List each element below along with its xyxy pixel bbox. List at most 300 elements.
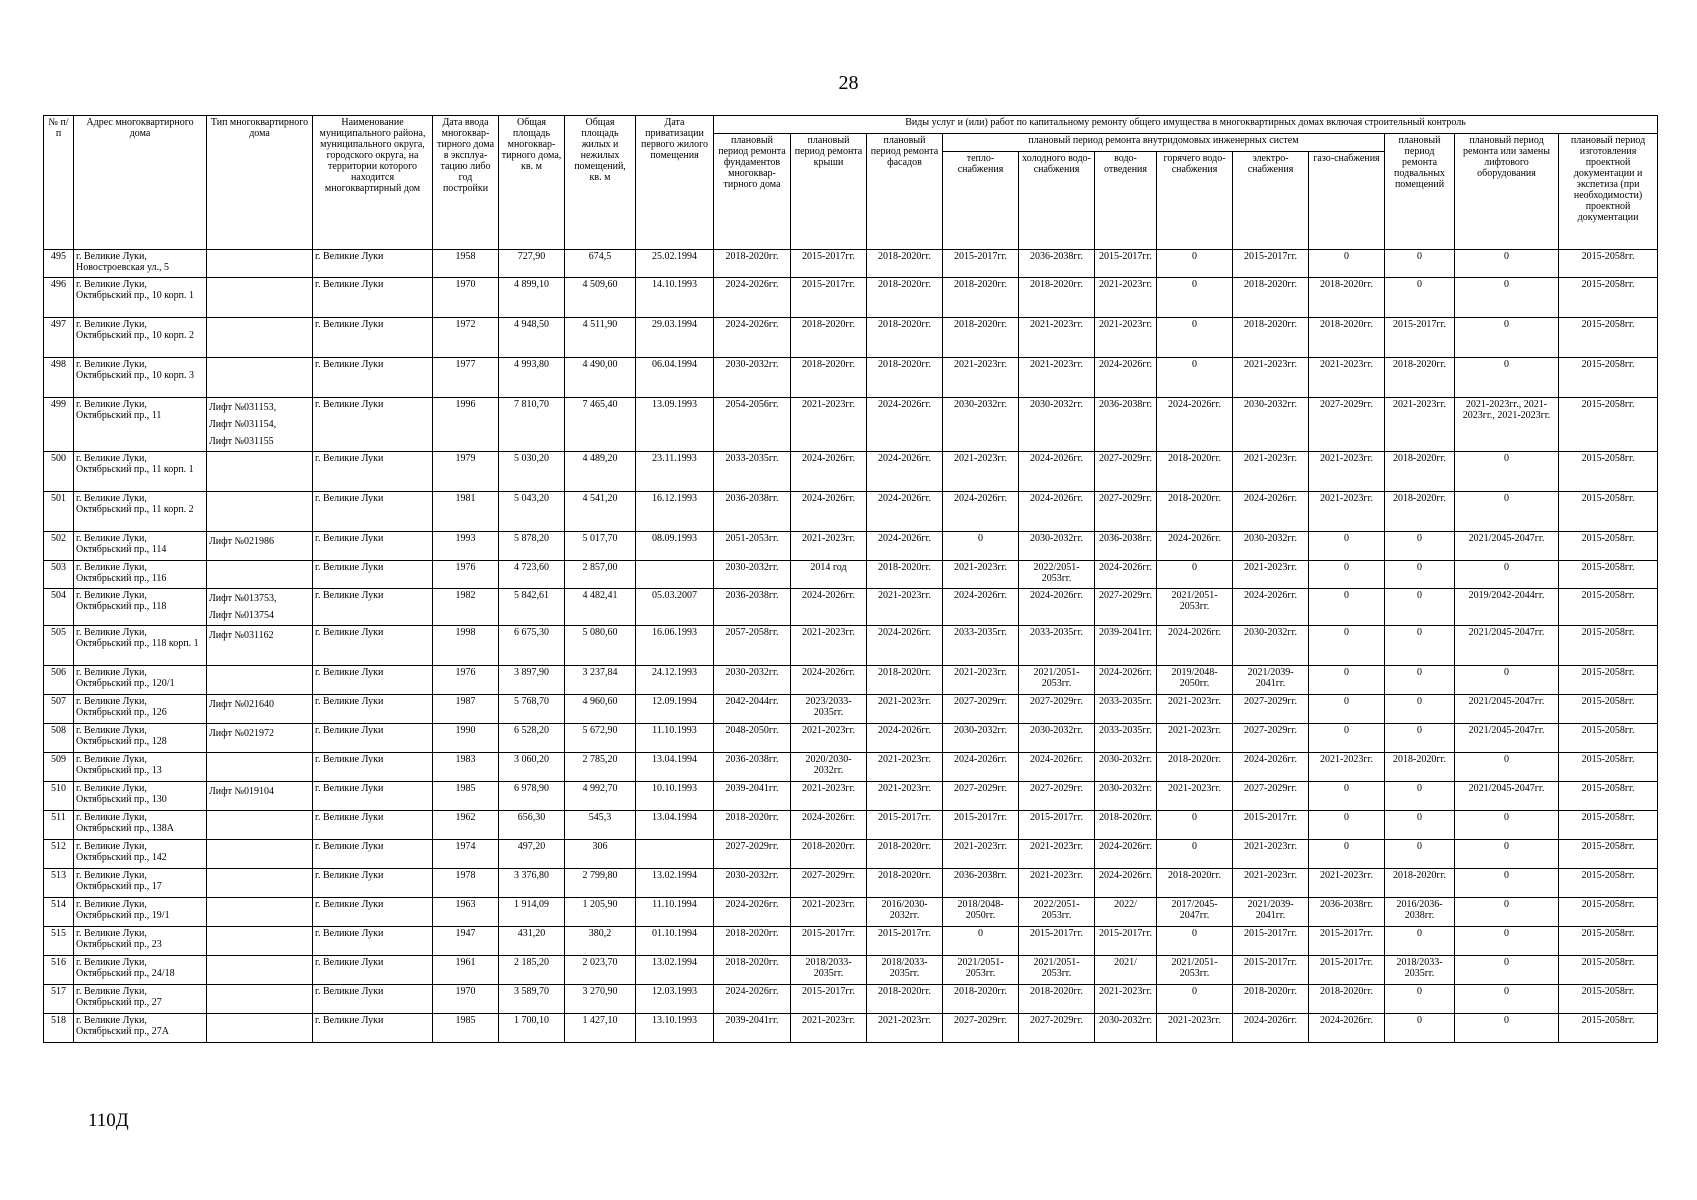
row-sewer: 2027-2029гг.: [1095, 452, 1157, 492]
row-design: 2015-2058гг.: [1559, 695, 1658, 724]
row-district: г. Великие Луки: [313, 695, 433, 724]
row-house-type: [207, 753, 313, 782]
row-privatization-date: 13.10.1993: [636, 1014, 714, 1043]
row-address: г. Великие Луки, Октябрьский пр., 114: [74, 532, 207, 561]
row-design: 2015-2058гг.: [1559, 532, 1658, 561]
row-number: 505: [44, 626, 74, 666]
row-hot-water: 2018-2020гг.: [1157, 452, 1233, 492]
row-elevator: 0: [1455, 898, 1559, 927]
row-living-area: 5 672,90: [565, 724, 636, 753]
row-cold-water: 2021/2051-2053гг.: [1019, 666, 1095, 695]
row-heat: 2018-2020гг.: [943, 318, 1019, 358]
row-address: г. Великие Луки, Октябрьский пр., 116: [74, 561, 207, 589]
row-address: г. Великие Луки, Октябрьский пр., 10 корп. 1: [74, 278, 207, 318]
row-facade: 2018-2020гг.: [867, 840, 943, 869]
row-total-area: 431,20: [499, 927, 565, 956]
row-house-type: [207, 1014, 313, 1043]
row-hot-water: 2021/2051-2053гг.: [1157, 589, 1233, 626]
row-heat: 2021/2051-2053гг.: [943, 956, 1019, 985]
row-hot-water: 0: [1157, 927, 1233, 956]
row-heat: 2027-2029гг.: [943, 1014, 1019, 1043]
row-commission-year: 1962: [433, 811, 499, 840]
row-facade: 2021-2023гг.: [867, 589, 943, 626]
header-living-area: Общая площадь жилых и нежилых помещений, кв. м: [565, 116, 636, 250]
row-house-type: [207, 695, 313, 724]
row-roof: 2021-2023гг.: [791, 724, 867, 753]
row-cold-water: 2027-2029гг.: [1019, 1014, 1095, 1043]
row-living-area: 306: [565, 840, 636, 869]
row-electric: 2015-2017гг.: [1233, 956, 1309, 985]
row-foundation: 2057-2058гг.: [714, 626, 791, 666]
table-row: [44, 398, 1658, 452]
row-hot-water: 2021-2023гг.: [1157, 1014, 1233, 1043]
row-cold-water: 2030-2032гг.: [1019, 532, 1095, 561]
row-living-area: 545,3: [565, 811, 636, 840]
row-design: 2015-2058гг.: [1559, 561, 1658, 589]
row-design: 2015-2058гг.: [1559, 869, 1658, 898]
row-commission-year: 1996: [433, 398, 499, 452]
row-address: г. Великие Луки, Октябрьский пр., 13: [74, 753, 207, 782]
row-heat: 2021-2023гг.: [943, 561, 1019, 589]
table-row: [44, 840, 1658, 869]
row-cold-water: 2030-2032гг.: [1019, 398, 1095, 452]
row-design: 2015-2058гг.: [1559, 782, 1658, 811]
row-house-type: [207, 811, 313, 840]
row-cold-water: 2036-2038гг.: [1019, 250, 1095, 278]
row-design: 2015-2058гг.: [1559, 250, 1658, 278]
row-electric: 2021-2023гг.: [1233, 840, 1309, 869]
row-district: г. Великие Луки: [313, 869, 433, 898]
row-electric: 2024-2026гг.: [1233, 753, 1309, 782]
row-sewer: 2024-2026гг.: [1095, 358, 1157, 398]
row-total-area: 3 060,20: [499, 753, 565, 782]
row-total-area: 497,20: [499, 840, 565, 869]
row-cold-water: 2024-2026гг.: [1019, 589, 1095, 626]
row-address: г. Великие Луки, Октябрьский пр., 11 корп. 1: [74, 452, 207, 492]
row-house-type: [207, 398, 313, 452]
row-facade: 2021-2023гг.: [867, 695, 943, 724]
row-total-area: 4 723,60: [499, 561, 565, 589]
row-house-type: [207, 666, 313, 695]
row-cold-water: 2021-2023гг.: [1019, 318, 1095, 358]
row-gas: 0: [1309, 561, 1385, 589]
row-design: 2015-2058гг.: [1559, 956, 1658, 985]
row-gas: 2021-2023гг.: [1309, 452, 1385, 492]
row-cold-water: 2021/2051-2053гг.: [1019, 956, 1095, 985]
row-foundation: 2024-2026гг.: [714, 898, 791, 927]
row-foundation: 2024-2026гг.: [714, 985, 791, 1014]
row-number: 502: [44, 532, 74, 561]
row-design: 2015-2058гг.: [1559, 589, 1658, 626]
row-heat: 2024-2026гг.: [943, 492, 1019, 532]
row-cold-water: 2027-2029гг.: [1019, 782, 1095, 811]
row-foundation: 2030-2032гг.: [714, 358, 791, 398]
row-district: г. Великие Луки: [313, 840, 433, 869]
row-roof: 2024-2026гг.: [791, 666, 867, 695]
row-privatization-date: 08.09.1993: [636, 532, 714, 561]
row-living-area: 674,5: [565, 250, 636, 278]
row-design: 2015-2058гг.: [1559, 1014, 1658, 1043]
row-commission-year: 1981: [433, 492, 499, 532]
row-commission-year: 1977: [433, 358, 499, 398]
row-house-type: [207, 492, 313, 532]
row-sewer: 2021/: [1095, 956, 1157, 985]
row-gas: 2021-2023гг.: [1309, 753, 1385, 782]
row-basement: 0: [1385, 589, 1455, 626]
row-number: 498: [44, 358, 74, 398]
row-gas: 0: [1309, 782, 1385, 811]
row-district: г. Великие Луки: [313, 985, 433, 1014]
row-design: 2015-2058гг.: [1559, 318, 1658, 358]
row-roof: 2024-2026гг.: [791, 492, 867, 532]
row-living-area: 4 489,20: [565, 452, 636, 492]
table-row: [44, 898, 1658, 927]
row-cold-water: 2027-2029гг.: [1019, 695, 1095, 724]
row-roof: 2021-2023гг.: [791, 898, 867, 927]
table-row: [44, 250, 1658, 278]
row-electric: 2015-2017гг.: [1233, 811, 1309, 840]
row-electric: 2021/2039-2041гг.: [1233, 666, 1309, 695]
row-address: г. Великие Луки, Октябрьский пр., 10 корп. 3: [74, 358, 207, 398]
row-total-area: 5 878,20: [499, 532, 565, 561]
row-commission-year: 1976: [433, 666, 499, 695]
row-sewer: 2033-2035гг.: [1095, 695, 1157, 724]
row-privatization-date: 13.04.1994: [636, 811, 714, 840]
row-foundation: 2024-2026гг.: [714, 278, 791, 318]
row-facade: 2018-2020гг.: [867, 318, 943, 358]
row-gas: 2021-2023гг.: [1309, 869, 1385, 898]
row-district: г. Великие Луки: [313, 782, 433, 811]
row-hot-water: 0: [1157, 318, 1233, 358]
footer-code: 110Д: [88, 1110, 129, 1131]
row-district: г. Великие Луки: [313, 561, 433, 589]
row-basement: 0: [1385, 561, 1455, 589]
row-total-area: 6 528,20: [499, 724, 565, 753]
row-commission-year: 1985: [433, 1014, 499, 1043]
row-house-type: [207, 561, 313, 589]
elevator-id: Лифт №013754: [209, 610, 275, 621]
row-electric: 2027-2029гг.: [1233, 724, 1309, 753]
row-foundation: 2018-2020гг.: [714, 250, 791, 278]
row-basement: 0: [1385, 666, 1455, 695]
row-district: г. Великие Луки: [313, 753, 433, 782]
row-foundation: 2030-2032гг.: [714, 666, 791, 695]
row-total-area: 4 948,50: [499, 318, 565, 358]
row-foundation: 2036-2038гг.: [714, 492, 791, 532]
row-district: г. Великие Луки: [313, 532, 433, 561]
row-basement: 0: [1385, 811, 1455, 840]
row-foundation: 2030-2032гг.: [714, 869, 791, 898]
row-gas: 2021-2023гг.: [1309, 492, 1385, 532]
row-design: 2015-2058гг.: [1559, 358, 1658, 398]
row-privatization-date: 24.12.1993: [636, 666, 714, 695]
row-total-area: 5 768,70: [499, 695, 565, 724]
elevator-id: Лифт №021972: [209, 728, 275, 739]
row-elevator: 0: [1455, 318, 1559, 358]
row-hot-water: 2019/2048-2050гг.: [1157, 666, 1233, 695]
row-facade: 2015-2017гг.: [867, 927, 943, 956]
row-number: 495: [44, 250, 74, 278]
row-roof: 2014 год: [791, 561, 867, 589]
row-sewer: 2027-2029гг.: [1095, 492, 1157, 532]
row-privatization-date: [636, 840, 714, 869]
row-cold-water: 2018-2020гг.: [1019, 278, 1095, 318]
row-roof: 2020/2030-2032гг.: [791, 753, 867, 782]
row-elevator: 0: [1455, 840, 1559, 869]
row-gas: 2024-2026гг.: [1309, 1014, 1385, 1043]
row-gas: 0: [1309, 840, 1385, 869]
row-sewer: 2030-2032гг.: [1095, 1014, 1157, 1043]
row-hot-water: 2024-2026гг.: [1157, 398, 1233, 452]
row-number: 504: [44, 589, 74, 626]
header-facade: плановый период ремонта фасадов: [867, 134, 943, 250]
row-house-type: [207, 782, 313, 811]
row-elevator: 0: [1455, 1014, 1559, 1043]
row-heat: 0: [943, 532, 1019, 561]
row-hot-water: 2018-2020гг.: [1157, 492, 1233, 532]
row-elevator: 0: [1455, 492, 1559, 532]
row-basement: 0: [1385, 927, 1455, 956]
row-privatization-date: 13.02.1994: [636, 869, 714, 898]
row-address: г. Великие Луки, Октябрьский пр., 142: [74, 840, 207, 869]
row-roof: 2021-2023гг.: [791, 782, 867, 811]
row-sewer: 2015-2017гг.: [1095, 250, 1157, 278]
row-house-type: [207, 452, 313, 492]
row-design: 2015-2058гг.: [1559, 898, 1658, 927]
row-living-area: 2 799,80: [565, 869, 636, 898]
row-commission-year: 1974: [433, 840, 499, 869]
row-basement: 0: [1385, 782, 1455, 811]
row-design: 2015-2058гг.: [1559, 985, 1658, 1014]
row-total-area: 6 978,90: [499, 782, 565, 811]
row-roof: 2024-2026гг.: [791, 811, 867, 840]
row-facade: 2024-2026гг.: [867, 398, 943, 452]
row-electric: 2024-2026гг.: [1233, 1014, 1309, 1043]
row-electric: 2021-2023гг.: [1233, 869, 1309, 898]
row-privatization-date: 16.12.1993: [636, 492, 714, 532]
header-commission-date: Дата ввода многоквар-тирного дома в эксплуа-тацию либо год постройки: [433, 116, 499, 250]
row-design: 2015-2058гг.: [1559, 753, 1658, 782]
row-commission-year: 1976: [433, 561, 499, 589]
header-electric: электро-снабжения: [1233, 152, 1309, 250]
row-heat: 2027-2029гг.: [943, 782, 1019, 811]
row-basement: 0: [1385, 695, 1455, 724]
row-design: 2015-2058гг.: [1559, 840, 1658, 869]
row-hot-water: 0: [1157, 250, 1233, 278]
row-privatization-date: 16.06.1993: [636, 626, 714, 666]
row-heat: 2018-2020гг.: [943, 985, 1019, 1014]
row-heat: 2027-2029гг.: [943, 695, 1019, 724]
row-heat: 2015-2017гг.: [943, 250, 1019, 278]
row-facade: 2016/2030-2032гг.: [867, 898, 943, 927]
row-electric: 2015-2017гг.: [1233, 250, 1309, 278]
row-cold-water: 2015-2017гг.: [1019, 811, 1095, 840]
row-number: 508: [44, 724, 74, 753]
row-facade: 2021-2023гг.: [867, 1014, 943, 1043]
row-hot-water: 0: [1157, 811, 1233, 840]
row-foundation: 2048-2050гг.: [714, 724, 791, 753]
row-heat: 2021-2023гг.: [943, 840, 1019, 869]
header-roof: плановый период ремонта крыши: [791, 134, 867, 250]
header-type: Тип многоквартирного дома: [207, 116, 313, 250]
row-gas: 0: [1309, 811, 1385, 840]
row-elevator: 2021/2045-2047гг.: [1455, 532, 1559, 561]
row-district: г. Великие Луки: [313, 318, 433, 358]
row-cold-water: 2015-2017гг.: [1019, 927, 1095, 956]
table-row: [44, 695, 1658, 724]
row-total-area: 3 897,90: [499, 666, 565, 695]
table-row: [44, 318, 1658, 358]
row-basement: 0: [1385, 840, 1455, 869]
row-house-type: [207, 278, 313, 318]
row-commission-year: 1970: [433, 985, 499, 1014]
row-sewer: 2024-2026гг.: [1095, 561, 1157, 589]
row-roof: 2018-2020гг.: [791, 840, 867, 869]
row-district: г. Великие Луки: [313, 626, 433, 666]
row-living-area: 4 960,60: [565, 695, 636, 724]
row-commission-year: 1958: [433, 250, 499, 278]
row-basement: 0: [1385, 985, 1455, 1014]
row-foundation: 2024-2026гг.: [714, 318, 791, 358]
row-living-area: 1 205,90: [565, 898, 636, 927]
row-basement: 0: [1385, 532, 1455, 561]
row-gas: 0: [1309, 724, 1385, 753]
row-living-area: 3 270,90: [565, 985, 636, 1014]
row-electric: 2015-2017гг.: [1233, 927, 1309, 956]
row-living-area: 2 857,00: [565, 561, 636, 589]
row-heat: 2024-2026гг.: [943, 589, 1019, 626]
row-number: 512: [44, 840, 74, 869]
row-roof: 2024-2026гг.: [791, 452, 867, 492]
row-commission-year: 1982: [433, 589, 499, 626]
row-hot-water: 2024-2026гг.: [1157, 532, 1233, 561]
row-number: 517: [44, 985, 74, 1014]
row-basement: 2018-2020гг.: [1385, 358, 1455, 398]
row-heat: 2024-2026гг.: [943, 753, 1019, 782]
row-house-type: [207, 250, 313, 278]
row-number: 497: [44, 318, 74, 358]
row-privatization-date: 06.04.1994: [636, 358, 714, 398]
row-gas: 2027-2029гг.: [1309, 398, 1385, 452]
row-address: г. Великие Луки, Октябрьский пр., 10 корп. 2: [74, 318, 207, 358]
row-cold-water: 2024-2026гг.: [1019, 492, 1095, 532]
row-hot-water: 2018-2020гг.: [1157, 869, 1233, 898]
row-basement: 2018-2020гг.: [1385, 753, 1455, 782]
row-commission-year: 1983: [433, 753, 499, 782]
row-sewer: 2021-2023гг.: [1095, 318, 1157, 358]
header-elevator: плановый период ремонта или замены лифтового оборудования: [1455, 134, 1559, 250]
row-design: 2015-2058гг.: [1559, 724, 1658, 753]
header-foundation: плановый период ремонта фундаментов многоквар-тирного дома: [714, 134, 791, 250]
row-privatization-date: 13.09.1993: [636, 398, 714, 452]
header-gas: газо-снабжения: [1309, 152, 1385, 250]
row-facade: 2018-2020гг.: [867, 985, 943, 1014]
row-number: 499: [44, 398, 74, 452]
row-cold-water: 2021-2023гг.: [1019, 358, 1095, 398]
row-electric: 2018-2020гг.: [1233, 985, 1309, 1014]
row-electric: 2021/2039-2041гг.: [1233, 898, 1309, 927]
row-gas: 2021-2023гг.: [1309, 358, 1385, 398]
row-foundation: 2054-2056гг.: [714, 398, 791, 452]
row-address: г. Великие Луки, Октябрьский пр., 138А: [74, 811, 207, 840]
capital-repair-table-wrap: [43, 115, 1657, 1043]
row-commission-year: 1979: [433, 452, 499, 492]
row-roof: 2021-2023гг.: [791, 1014, 867, 1043]
row-facade: 2018/2033-2035гг.: [867, 956, 943, 985]
row-total-area: 3 589,70: [499, 985, 565, 1014]
row-gas: 0: [1309, 250, 1385, 278]
row-foundation: 2042-2044гг.: [714, 695, 791, 724]
row-total-area: 4 993,80: [499, 358, 565, 398]
elevator-id: Лифт №019104: [209, 786, 275, 797]
row-address: г. Великие Луки, Октябрьский пр., 27: [74, 985, 207, 1014]
row-house-type: [207, 840, 313, 869]
elevator-id: Лифт №031154,: [209, 419, 277, 430]
row-facade: 2018-2020гг.: [867, 869, 943, 898]
row-gas: 0: [1309, 666, 1385, 695]
row-hot-water: 2024-2026гг.: [1157, 626, 1233, 666]
row-facade: 2018-2020гг.: [867, 250, 943, 278]
row-basement: 2021-2023гг.: [1385, 398, 1455, 452]
row-gas: 2015-2017гг.: [1309, 956, 1385, 985]
row-district: г. Великие Луки: [313, 927, 433, 956]
row-foundation: 2018-2020гг.: [714, 956, 791, 985]
row-privatization-date: 10.10.1993: [636, 782, 714, 811]
row-roof: 2015-2017гг.: [791, 985, 867, 1014]
row-district: г. Великие Луки: [313, 1014, 433, 1043]
row-sewer: 2036-2038гг.: [1095, 398, 1157, 452]
row-elevator: 2021/2045-2047гг.: [1455, 695, 1559, 724]
row-address: г. Великие Луки, Октябрьский пр., 118: [74, 589, 207, 626]
table-row: [44, 589, 1658, 626]
row-facade: 2024-2026гг.: [867, 452, 943, 492]
row-cold-water: 2021-2023гг.: [1019, 840, 1095, 869]
row-sewer: 2030-2032гг.: [1095, 753, 1157, 782]
row-elevator: 0: [1455, 811, 1559, 840]
row-number: 507: [44, 695, 74, 724]
capital-repair-table: [43, 115, 1658, 1043]
header-works-group: Виды услуг и (или) работ по капитальному ремонту общего имущества в многоквартирных домах включая строительный контроль: [714, 116, 1658, 134]
row-house-type: [207, 956, 313, 985]
row-electric: 2027-2029гг.: [1233, 695, 1309, 724]
row-address: г. Великие Луки, Октябрьский пр., 23: [74, 927, 207, 956]
row-address: г. Великие Луки, Октябрьский пр., 118 корп. 1: [74, 626, 207, 666]
table-body: [44, 250, 1658, 1043]
row-foundation: 2030-2032гг.: [714, 561, 791, 589]
header-privatization-date: Дата приватизации первого жилого помещения: [636, 116, 714, 250]
row-design: 2015-2058гг.: [1559, 666, 1658, 695]
row-sewer: 2015-2017гг.: [1095, 927, 1157, 956]
row-number: 503: [44, 561, 74, 589]
row-privatization-date: 11.10.1994: [636, 898, 714, 927]
row-heat: 2018/2048-2050гг.: [943, 898, 1019, 927]
row-privatization-date: 05.03.2007: [636, 589, 714, 626]
row-living-area: 5 017,70: [565, 532, 636, 561]
row-privatization-date: 14.10.1993: [636, 278, 714, 318]
table-row: [44, 869, 1658, 898]
row-elevator: 0: [1455, 927, 1559, 956]
row-number: 509: [44, 753, 74, 782]
row-commission-year: 1972: [433, 318, 499, 358]
row-hot-water: 2021-2023гг.: [1157, 695, 1233, 724]
row-heat: 2030-2032гг.: [943, 724, 1019, 753]
row-address: г. Великие Луки, Октябрьский пр., 128: [74, 724, 207, 753]
row-roof: 2021-2023гг.: [791, 626, 867, 666]
row-gas: 2018-2020гг.: [1309, 318, 1385, 358]
row-sewer: 2024-2026гг.: [1095, 840, 1157, 869]
row-total-area: 3 376,80: [499, 869, 565, 898]
row-hot-water: 2018-2020гг.: [1157, 753, 1233, 782]
